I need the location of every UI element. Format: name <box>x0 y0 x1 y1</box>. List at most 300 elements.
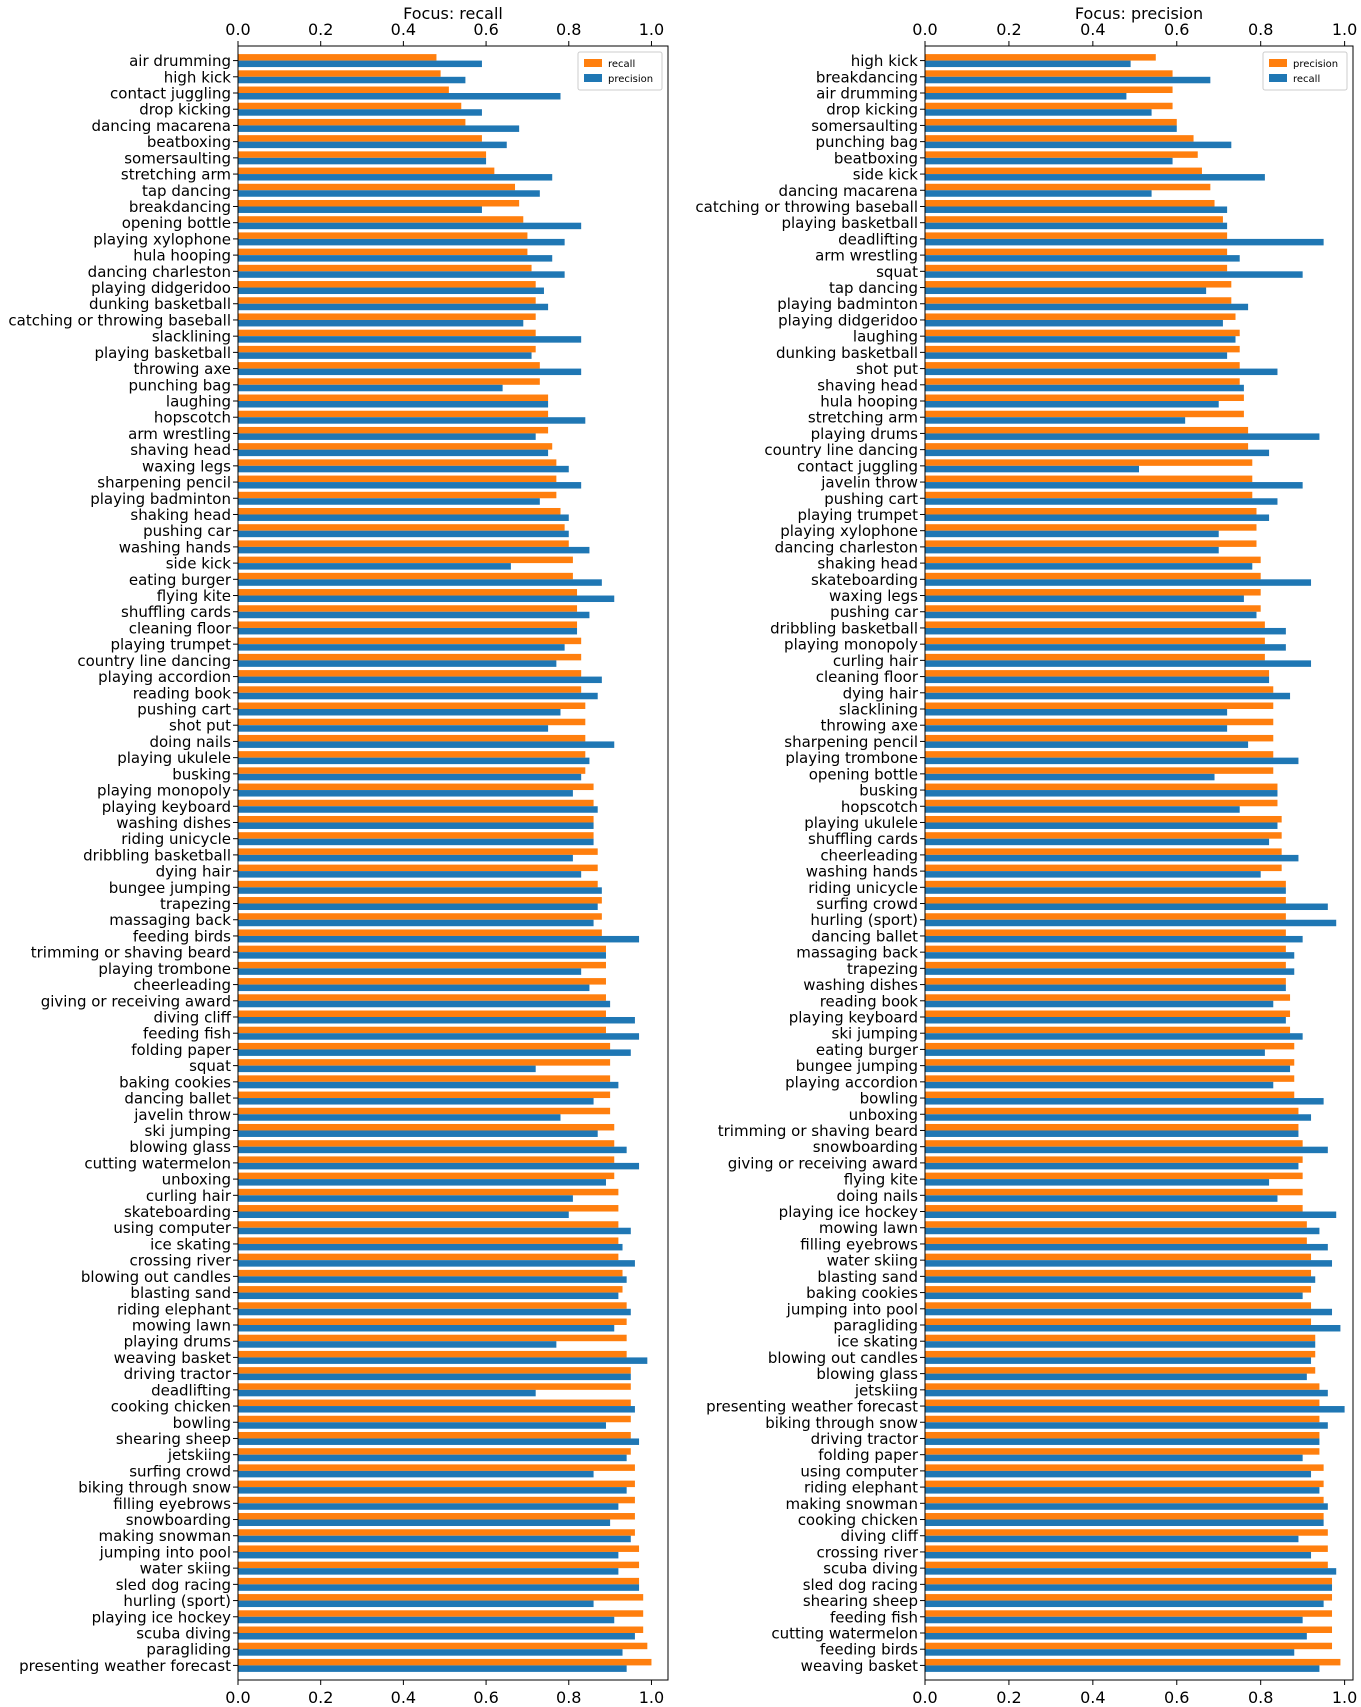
recall-chart-bar-precision <box>238 239 565 245</box>
precision-chart-y-tick-label: presenting weather forecast <box>706 1397 918 1416</box>
recall-chart-bar-precision <box>238 612 589 618</box>
precision-chart-bar-precision <box>925 1610 1332 1616</box>
precision-chart-y-tick-label: pushing car <box>830 603 918 622</box>
recall-chart-bar-recall <box>238 1156 614 1162</box>
precision-chart-bar-precision <box>925 1205 1303 1211</box>
precision-chart-bar-precision <box>925 1254 1311 1260</box>
precision-chart-bar-recall <box>925 255 1240 261</box>
recall-chart-y-tick-label: washing hands <box>118 538 231 557</box>
recall-chart-bar-precision <box>238 1617 614 1623</box>
recall-chart-bar-precision <box>238 1195 573 1201</box>
precision-chart-bar-recall <box>925 871 1261 877</box>
recall-chart-bar-recall <box>238 1043 610 1049</box>
precision-chart-bar-precision <box>925 1383 1319 1389</box>
recall-chart-bar-precision <box>238 1293 618 1299</box>
recall-chart-y-tick-label: trapezing <box>159 895 231 914</box>
precision-chart-bar-precision <box>925 232 1227 238</box>
recall-chart-y-tick-label: paragliding <box>146 1640 231 1659</box>
recall-chart-x-tick-label-bottom: 1.0 <box>638 1688 665 1707</box>
precision-chart-x-tick-label-top: 0.8 <box>1247 20 1274 39</box>
recall-chart-bar-recall <box>238 1400 631 1406</box>
precision-chart-bar-recall <box>925 1487 1319 1493</box>
recall-chart-bar-precision <box>238 174 552 180</box>
recall-chart-bar-recall <box>238 1497 635 1503</box>
recall-chart-bar-recall <box>238 1562 639 1568</box>
precision-chart-y-tick-label: side kick <box>852 165 918 184</box>
precision-chart-y-tick-label: cooking chicken <box>797 1511 918 1530</box>
precision-chart-bar-precision <box>925 832 1282 838</box>
precision-chart-bar-recall <box>925 1066 1290 1072</box>
precision-chart-y-tick-label: air drumming <box>816 84 918 103</box>
precision-chart-y-tick-label: blowing out candles <box>767 1348 918 1367</box>
recall-chart-y-tick-label: shuffling cards <box>121 603 231 622</box>
precision-chart-y-tick-label: using computer <box>800 1462 918 1481</box>
recall-chart-bar-precision <box>238 1487 627 1493</box>
recall-chart-bar-recall <box>238 540 569 546</box>
precision-chart-y-tick-label: cutting watermelon <box>771 1624 918 1643</box>
recall-chart-bar-recall <box>238 87 449 93</box>
recall-chart-y-tick-label: deadlifting <box>151 1381 231 1400</box>
precision-chart-y-tick-label: doing nails <box>836 1186 918 1205</box>
precision-chart-y-tick-label: driving tractor <box>810 1429 918 1448</box>
recall-chart-bar-precision <box>238 1665 627 1671</box>
recall-chart-bar-precision <box>238 1552 618 1558</box>
recall-chart-bar-recall <box>238 573 573 579</box>
precision-chart-bar-precision <box>925 589 1261 595</box>
precision-chart-bar-precision <box>925 1124 1298 1130</box>
recall-chart-bar-precision <box>238 1276 627 1282</box>
precision-chart-y-tick-label: javelin throw <box>821 473 918 492</box>
precision-chart-bar-precision <box>925 362 1240 368</box>
recall-chart-y-tick-label: weaving basket <box>113 1348 231 1367</box>
precision-chart-y-tick-label: arm wrestling <box>815 246 918 265</box>
precision-chart-bar-recall <box>925 158 1173 164</box>
precision-chart-bar-recall <box>925 1390 1328 1396</box>
precision-chart-bar-precision <box>925 1627 1332 1633</box>
recall-chart-y-tick-label: pushing car <box>143 522 231 541</box>
recall-chart-bar-precision <box>238 822 594 828</box>
precision-chart-bar-precision <box>925 605 1261 611</box>
precision-chart-bar-precision <box>925 1432 1319 1438</box>
precision-chart-bar-precision <box>925 1335 1315 1341</box>
precision-chart-y-tick-label: unboxing <box>848 1105 918 1124</box>
recall-chart-x-tick-label-bottom: 0.4 <box>390 1688 417 1707</box>
precision-chart-bar-recall <box>925 1114 1311 1120</box>
recall-chart-x-tick-label-bottom: 0.0 <box>225 1688 251 1707</box>
recall-chart-bar-precision <box>238 1066 536 1072</box>
recall-chart-bar-precision <box>238 725 548 731</box>
recall-chart-bar-precision <box>238 709 561 715</box>
precision-chart-bar-recall <box>925 61 1131 67</box>
recall-chart-y-tick-label: playing ukulele <box>117 749 231 768</box>
recall-chart-bar-recall <box>238 1221 618 1227</box>
precision-chart-bar-recall <box>925 1228 1319 1234</box>
recall-chart-y-tick-label: skateboarding <box>123 1203 231 1222</box>
recall-chart-bar-recall <box>238 395 548 401</box>
precision-chart-bar-precision <box>925 1173 1303 1179</box>
recall-chart-y-tick-label: biking through snow <box>78 1478 231 1497</box>
recall-chart-bar-precision <box>238 352 532 358</box>
recall-chart-bar-recall <box>238 1529 635 1535</box>
recall-chart-title: Focus: recall <box>403 4 503 23</box>
recall-chart-bar-recall <box>238 54 436 60</box>
recall-chart-bar-precision <box>238 547 589 553</box>
precision-chart-bar-precision <box>925 719 1273 725</box>
recall-chart-bar-recall <box>238 848 598 854</box>
precision-chart-y-tick-label: playing accordion <box>785 1073 918 1092</box>
recall-chart-y-tick-label: diving cliff <box>153 1008 231 1027</box>
precision-chart-y-tick-label: bungee jumping <box>795 1057 918 1076</box>
precision-chart-y-tick-label: feeding fish <box>830 1608 918 1627</box>
recall-chart-bar-recall <box>238 476 556 482</box>
recall-chart-y-tick-label: laughing <box>165 392 231 411</box>
precision-chart-bar-precision <box>925 87 1173 93</box>
precision-chart-bar-precision <box>925 1594 1332 1600</box>
recall-chart-bar-precision <box>238 1114 561 1120</box>
recall-chart-bar-precision <box>238 1147 627 1153</box>
recall-chart-y-tick-label: dribbling basketball <box>83 846 231 865</box>
precision-chart-bar-recall <box>925 563 1252 569</box>
precision-chart-bar-precision <box>925 168 1202 174</box>
recall-chart-y-tick-label: playing trombone <box>98 959 231 978</box>
precision-chart-bar-precision <box>925 265 1227 271</box>
recall-chart-bar-recall <box>238 832 594 838</box>
precision-chart-y-tick-label: somersaulting <box>811 116 918 135</box>
recall-chart-bar-precision <box>238 93 561 99</box>
precision-chart-y-tick-label: blasting sand <box>817 1267 918 1286</box>
recall-chart-y-tick-label: playing didgeridoo <box>91 279 231 298</box>
recall-chart-y-tick-label: cleaning floor <box>128 619 231 638</box>
precision-chart-bar-recall <box>925 450 1269 456</box>
precision-chart-y-tick-label: punching bag <box>815 133 918 152</box>
recall-chart-bar-precision <box>238 288 544 294</box>
precision-chart-bar-precision <box>925 297 1231 303</box>
recall-chart-legend-swatch-precision <box>584 74 602 82</box>
recall-chart-bar-precision <box>238 125 519 131</box>
precision-chart-y-tick-label: dribbling basketball <box>770 619 918 638</box>
precision-chart-y-tick-label: making snowman <box>785 1494 918 1513</box>
recall-chart-bar-recall <box>238 1481 635 1487</box>
precision-chart-bar-precision <box>925 508 1256 514</box>
recall-chart-y-tick-label: playing xylophone <box>93 230 231 249</box>
precision-chart-bar-precision <box>925 151 1198 157</box>
precision-chart-bar-precision <box>925 913 1286 919</box>
recall-chart-bar-recall <box>238 638 581 644</box>
precision-chart-y-tick-label: playing xylophone <box>780 522 918 541</box>
precision-chart-y-tick-label: shot put <box>855 360 918 379</box>
precision-chart-y-tick-label: blowing glass <box>816 1365 918 1384</box>
recall-chart-bar-recall <box>238 1351 627 1357</box>
recall-chart-bar-recall <box>238 1027 606 1033</box>
precision-chart-y-tick-label: shuffling cards <box>808 830 918 849</box>
recall-chart-y-tick-label: stretching arm <box>120 165 231 184</box>
precision-chart-bar-precision <box>925 654 1265 660</box>
recall-chart-y-tick-label: trimming or shaving beard <box>30 943 231 962</box>
precision-chart-bar-precision <box>925 476 1252 482</box>
precision-chart-bar-recall <box>925 142 1231 148</box>
recall-chart-bar-recall <box>238 232 527 238</box>
recall-chart-bar-recall <box>238 735 585 741</box>
recall-chart-y-tick-label: riding elephant <box>116 1300 231 1319</box>
precision-chart-y-tick-label: washing hands <box>805 862 918 881</box>
precision-chart-y-tick-label: shearing sheep <box>802 1592 918 1611</box>
precision-chart-bar-recall <box>925 1617 1303 1623</box>
precision-chart-bar-recall <box>925 125 1177 131</box>
recall-chart-bar-recall <box>238 1659 651 1665</box>
precision-chart-bar-precision <box>925 1400 1319 1406</box>
precision-chart-bar-precision <box>925 1270 1311 1276</box>
recall-chart-y-tick-label: flying kite <box>156 587 231 606</box>
precision-chart-y-tick-label: playing monopoly <box>784 635 918 654</box>
recall-chart-y-tick-label: water skiing <box>139 1559 231 1578</box>
precision-chart-bar-recall <box>925 1049 1265 1055</box>
precision-chart-y-tick-label: folding paper <box>818 1446 918 1465</box>
precision-chart-bar-recall <box>925 1552 1311 1558</box>
recall-chart-y-tick-label: blowing out candles <box>80 1267 231 1286</box>
recall-chart-bar-recall <box>238 946 606 952</box>
precision-chart-y-tick-label: beatboxing <box>833 149 918 168</box>
precision-chart-y-tick-label: mowing lawn <box>818 1219 918 1238</box>
recall-chart-bar-recall <box>238 459 556 465</box>
precision-chart-bar-precision <box>925 540 1256 546</box>
recall-chart-bar-recall <box>238 281 536 287</box>
precision-chart-y-tick-label: playing trombone <box>785 749 918 768</box>
precision-chart-bar-precision <box>925 1059 1294 1065</box>
precision-chart-bar-recall <box>925 77 1210 83</box>
precision-chart-y-tick-label: riding unicycle <box>808 878 918 897</box>
precision-chart-y-tick-label: high kick <box>850 52 918 71</box>
recall-chart-bar-recall <box>238 184 515 190</box>
precision-chart-title: Focus: precision <box>1074 4 1204 23</box>
recall-chart-bar-recall <box>238 670 581 676</box>
recall-chart-y-tick-label: busking <box>172 765 231 784</box>
precision-chart-bar-precision <box>925 1497 1324 1503</box>
precision-chart-bar-precision <box>925 670 1269 676</box>
recall-chart-bar-recall <box>238 978 606 984</box>
precision-chart-y-tick-label: water skiing <box>826 1251 918 1270</box>
precision-chart-bar-precision <box>925 865 1282 871</box>
precision-chart-bar-precision <box>925 313 1236 319</box>
recall-chart-bar-recall <box>238 1643 647 1649</box>
precision-chart-y-tick-label: hopscotch <box>840 797 918 816</box>
recall-chart-bar-precision <box>238 806 598 812</box>
precision-chart-y-tick-label: massaging back <box>796 943 918 962</box>
recall-chart-y-tick-label: hurling (sport) <box>123 1592 231 1611</box>
recall-chart-bar-recall <box>238 865 598 871</box>
precision-chart-bar-precision <box>925 1513 1324 1519</box>
precision-chart-bar-recall <box>925 1244 1328 1250</box>
recall-chart-y-tick-label: shot put <box>168 716 231 735</box>
recall-chart-bar-precision <box>238 741 614 747</box>
recall-chart-bar-precision <box>238 1082 618 1088</box>
precision-chart-y-tick-label: breakdancing <box>815 68 918 87</box>
recall-chart-bar-precision <box>238 644 565 650</box>
recall-chart-bar-recall <box>238 1367 631 1373</box>
recall-chart-bar-recall <box>238 686 581 692</box>
precision-chart-bar-recall <box>925 320 1223 326</box>
recall-chart-y-tick-label: feeding fish <box>143 1024 231 1043</box>
precision-chart-y-tick-label: eating burger <box>815 1040 918 1059</box>
precision-chart-bar-recall <box>925 1455 1303 1461</box>
precision-chart-y-tick-label: drop kicking <box>826 100 918 119</box>
precision-chart-bar-recall <box>925 336 1236 342</box>
recall-chart-bar-precision <box>238 206 482 212</box>
recall-chart-bar-precision <box>238 336 581 342</box>
recall-chart-bar-precision <box>238 1098 594 1104</box>
recall-chart-y-tick-label: drop kicking <box>139 100 231 119</box>
recall-chart-bar-precision <box>238 660 556 666</box>
recall-chart-y-tick-label: jetskiing <box>167 1446 231 1465</box>
precision-chart-y-tick-label: snowboarding <box>812 1138 918 1157</box>
recall-chart-bar-recall <box>238 1173 614 1179</box>
recall-chart-bar-precision <box>238 1130 598 1136</box>
recall-chart-y-tick-label: tap dancing <box>141 181 231 200</box>
precision-chart-bar-recall <box>925 1276 1315 1282</box>
recall-chart-bar-precision <box>238 142 507 148</box>
precision-chart-y-tick-label: trapezing <box>846 959 918 978</box>
precision-chart-bar-precision <box>925 1319 1311 1325</box>
recall-chart-bar-recall <box>238 216 523 222</box>
precision-chart-bar-precision <box>925 119 1177 125</box>
recall-chart-y-tick-label: reading book <box>132 684 231 703</box>
recall-chart-bar-precision <box>238 1520 610 1526</box>
precision-chart-y-tick-label: playing trumpet <box>797 505 918 524</box>
precision-chart-bar-precision <box>925 1464 1324 1470</box>
recall-chart-y-tick-label: ice skating <box>150 1235 231 1254</box>
precision-chart-y-tick-label: dancing charleston <box>774 538 918 557</box>
recall-chart-bar-precision <box>238 1163 639 1169</box>
recall-chart-y-tick-label: cheerleading <box>133 976 231 995</box>
precision-chart-y-tick-label: paragliding <box>833 1316 918 1335</box>
recall-chart-y-tick-label: cooking chicken <box>110 1397 231 1416</box>
recall-chart-y-tick-label: playing keyboard <box>101 797 231 816</box>
precision-chart-bar-recall <box>925 985 1286 991</box>
precision-chart-bar-recall <box>925 1017 1286 1023</box>
precision-chart-bar-precision <box>925 395 1244 401</box>
precision-chart-bar-precision <box>925 557 1261 563</box>
recall-chart-y-tick-label: surfing crowd <box>129 1462 231 1481</box>
recall-chart-bar-precision <box>238 1633 635 1639</box>
recall-chart-bar-recall <box>238 621 577 627</box>
recall-chart-bar-recall <box>238 881 598 887</box>
recall-chart-bar-precision <box>238 1536 631 1542</box>
recall-chart-bar-precision <box>238 1471 594 1477</box>
precision-chart-bar-recall <box>925 968 1294 974</box>
precision-chart-bar-precision <box>925 1367 1315 1373</box>
recall-chart-y-tick-label: breakdancing <box>128 197 231 216</box>
precision-chart-bar-precision <box>925 573 1261 579</box>
recall-chart-bar-precision <box>238 563 511 569</box>
recall-chart-y-tick-label: throwing axe <box>133 360 231 379</box>
precision-chart-bar-recall <box>925 1406 1345 1412</box>
recall-chart-bar-precision <box>238 1406 635 1412</box>
recall-chart-y-tick-label: filling eyebrows <box>113 1494 231 1513</box>
precision-chart-y-tick-label: ski jumping <box>831 1024 918 1043</box>
recall-chart-y-tick-label: jumping into pool <box>99 1543 231 1562</box>
precision-chart-x-tick-label-top: 0.6 <box>1164 20 1190 39</box>
recall-chart-bar-precision <box>238 158 486 164</box>
recall-chart-bar-precision <box>238 1212 569 1218</box>
recall-chart-x-tick-label-top: 0.4 <box>390 20 417 39</box>
recall-chart-y-tick-label: contact juggling <box>110 84 231 103</box>
precision-chart-bar-precision <box>925 1140 1303 1146</box>
precision-chart-bar-recall <box>925 806 1240 812</box>
precision-chart-bar-precision <box>925 978 1286 984</box>
precision-chart-y-tick-label: laughing <box>852 327 918 346</box>
recall-chart-bar-precision <box>238 190 540 196</box>
recall-chart-y-tick-label: folding paper <box>131 1040 231 1059</box>
precision-chart-y-tick-label: jumping into pool <box>786 1300 918 1319</box>
recall-chart-y-tick-label: doing nails <box>149 732 231 751</box>
recall-chart-bar-precision <box>238 1001 610 1007</box>
recall-chart-y-tick-label: blowing glass <box>129 1138 231 1157</box>
recall-chart-x-tick-label-top: 1.0 <box>638 20 665 39</box>
precision-chart-bar-precision <box>925 346 1240 352</box>
recall-chart-bar-recall <box>238 1254 618 1260</box>
precision-chart-y-tick-label: catching or throwing baseball <box>695 197 918 216</box>
recall-chart-x-tick-label-bottom: 0.8 <box>556 1688 582 1707</box>
precision-chart-bar-precision <box>925 1416 1319 1422</box>
recall-chart-bar-recall <box>238 151 486 157</box>
precision-chart-bar-recall <box>925 352 1227 358</box>
recall-chart-y-tick-label: arm wrestling <box>128 424 231 443</box>
recall-chart-y-tick-label: feeding birds <box>132 927 231 946</box>
precision-chart-bar-recall <box>925 1357 1311 1363</box>
recall-chart-y-tick-label: scuba diving <box>136 1624 231 1643</box>
recall-chart-bar-precision <box>238 223 581 229</box>
precision-chart-bar-recall <box>925 1438 1319 1444</box>
precision-chart-bar-recall <box>925 466 1139 472</box>
precision-chart-bar-recall <box>925 1260 1332 1266</box>
precision-chart-y-tick-label: filling eyebrows <box>800 1235 918 1254</box>
recall-chart-bar-recall <box>238 1383 631 1389</box>
recall-chart-bar-recall <box>238 1011 606 1017</box>
recall-chart-bar-recall <box>238 330 536 336</box>
precision-chart-bar-precision <box>925 411 1244 417</box>
recall-chart-y-tick-label: side kick <box>165 554 231 573</box>
precision-chart-bar-recall <box>925 190 1152 196</box>
recall-chart-bar-precision <box>238 1649 623 1655</box>
recall-chart-y-tick-label: playing accordion <box>98 668 231 687</box>
precision-chart-bar-precision <box>925 1237 1307 1243</box>
precision-chart-bar-recall <box>925 109 1152 115</box>
recall-chart-bar-precision <box>238 1503 618 1509</box>
precision-chart-bar-precision <box>925 848 1282 854</box>
precision-chart-y-tick-label: biking through snow <box>765 1413 918 1432</box>
precision-chart-y-tick-label: dying hair <box>842 684 918 703</box>
recall-chart-x-tick-label-top: 0.0 <box>225 20 251 39</box>
precision-chart-bar-precision <box>925 54 1156 60</box>
recall-chart-bar-precision <box>238 1601 594 1607</box>
precision-chart-bar-recall <box>925 401 1219 407</box>
precision-chart-x-tick-label-top: 1.0 <box>1331 20 1358 39</box>
recall-chart-bar-precision <box>238 61 482 67</box>
recall-chart-bar-precision <box>238 271 565 277</box>
recall-chart-bar-recall <box>238 1627 643 1633</box>
precision-chart-y-tick-label: playing keyboard <box>788 1008 918 1027</box>
recall-chart-bar-recall <box>238 1302 627 1308</box>
recall-chart-bar-precision <box>238 320 523 326</box>
recall-chart-y-tick-label: pushing cart <box>137 700 231 719</box>
precision-chart-bar-recall <box>925 1325 1340 1331</box>
recall-chart-y-tick-label: massaging back <box>109 911 231 930</box>
recall-chart-y-tick-label: air drumming <box>129 52 231 71</box>
precision-chart-bar-recall <box>925 1082 1273 1088</box>
precision-chart-y-tick-label: skateboarding <box>810 570 918 589</box>
recall-chart-bar-precision <box>238 968 581 974</box>
precision-chart-bar-recall <box>925 904 1328 910</box>
precision-chart-bar-recall <box>925 1195 1277 1201</box>
